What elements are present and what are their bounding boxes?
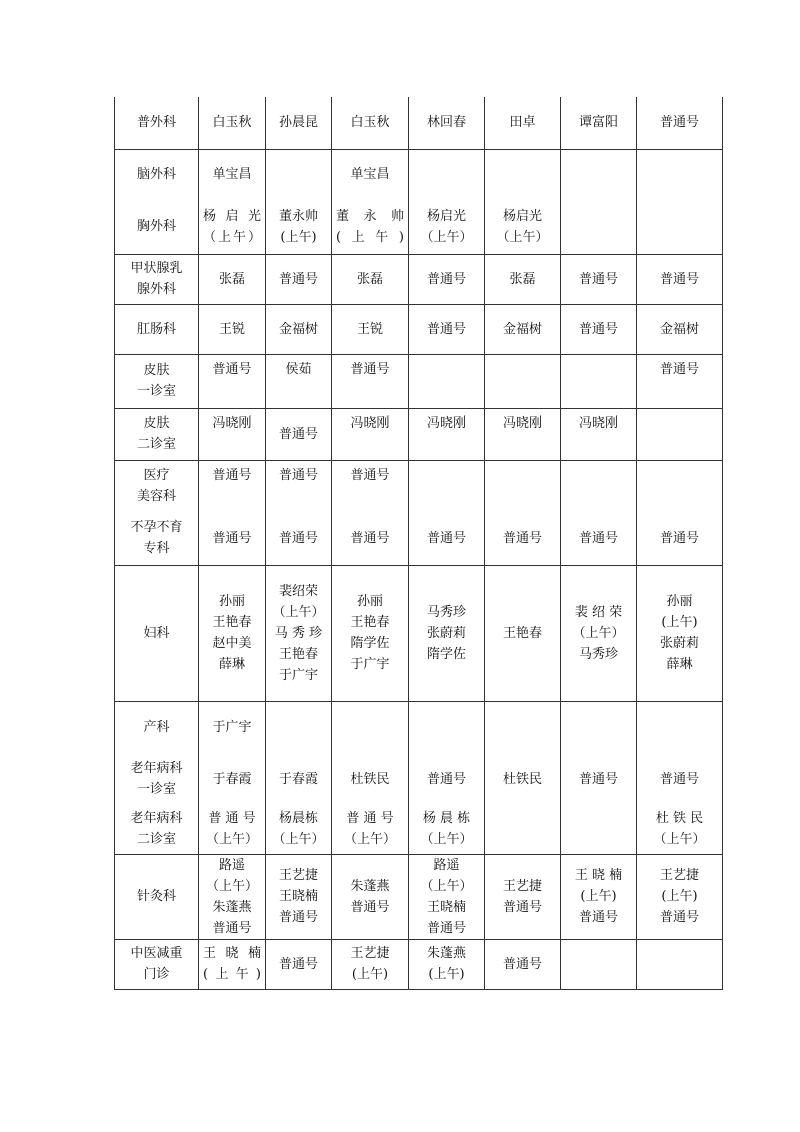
doctor-entry: 裴绍荣	[278, 583, 318, 599]
doctor-entry: （上午）	[272, 604, 325, 620]
doctor-entry: （上午）	[420, 832, 473, 848]
schedule-row	[115, 254, 723, 304]
doctor-entry: 冯晓刚	[212, 415, 252, 431]
doctor-cell	[409, 565, 485, 701]
doctor-cell	[199, 304, 266, 354]
doctor-entry: 杨晨栋	[278, 811, 318, 827]
doctor-entry: 孙晨昆	[278, 115, 318, 131]
doctor-entry: 杨 晨 栋	[422, 811, 471, 827]
doctor-entry: （上午）	[572, 625, 625, 641]
doctor-entry: 单宝昌	[212, 167, 252, 183]
doctor-cell	[637, 408, 723, 460]
doctor-entry: 白玉秋	[350, 115, 390, 131]
department-cell	[115, 805, 199, 854]
doctor-cell	[561, 701, 637, 753]
doctor-entry: 董永帅	[278, 208, 318, 224]
doctor-cell	[409, 149, 485, 200]
schedule-row	[115, 200, 723, 254]
doctor-entry: （上午）	[203, 229, 261, 245]
doctor-entry: 普通号	[659, 361, 699, 377]
doctor-cell	[561, 753, 637, 805]
doctor-entry: 路遥	[433, 857, 460, 873]
doctor-entry: (上午)	[336, 229, 404, 245]
department-cell	[115, 565, 199, 701]
doctor-cell	[561, 854, 637, 939]
department-name: 脑外科	[136, 167, 176, 183]
doctor-cell	[485, 304, 561, 354]
doctor-cell	[485, 854, 561, 939]
doctor-entry: 单宝昌	[350, 167, 390, 183]
doctor-entry: 冯晓刚	[426, 415, 466, 431]
department-cell	[115, 200, 199, 254]
doctor-cell	[637, 805, 723, 854]
doctor-cell	[199, 149, 266, 200]
doctor-cell	[485, 512, 561, 565]
doctor-cell	[409, 512, 485, 565]
clinic-schedule-table	[114, 97, 723, 990]
department-name: 美容科	[136, 489, 176, 505]
doctor-cell	[561, 565, 637, 701]
schedule-row	[115, 512, 723, 565]
department-name: 针灸科	[136, 889, 176, 904]
doctor-entry: 普通号	[659, 115, 699, 131]
doctor-entry: 普 通 号	[346, 811, 394, 827]
doctor-entry: 普通号	[350, 467, 390, 483]
doctor-cell	[266, 565, 332, 701]
doctor-entry: 薛琳	[666, 657, 693, 672]
doctor-entry: (上午)	[351, 967, 389, 982]
doctor-cell	[199, 753, 266, 805]
department-name: 中医减重	[130, 946, 183, 961]
doctor-cell	[409, 408, 485, 460]
doctor-cell	[199, 939, 266, 989]
doctor-entry: 于广宇	[278, 667, 318, 683]
doctor-cell	[485, 460, 561, 512]
doctor-entry: 赵中美	[212, 636, 252, 651]
doctor-entry: 普通号	[426, 271, 466, 287]
doctor-cell	[485, 149, 561, 200]
doctor-entry: 裴 绍 荣	[574, 604, 623, 620]
doctor-entry: 王艳春	[502, 625, 542, 641]
doctor-cell	[199, 701, 266, 753]
doctor-entry: 普通号	[502, 530, 542, 546]
doctor-entry: 普通号	[578, 910, 618, 925]
doctor-cell	[409, 254, 485, 304]
department-name: 产科	[143, 719, 170, 735]
doctor-entry: 朱蓬燕	[350, 878, 390, 894]
doctor-cell	[561, 304, 637, 354]
doctor-entry: 普通号	[502, 956, 542, 972]
department-name: 妇科	[143, 625, 170, 641]
doctor-entry: 于春霞	[278, 771, 318, 787]
doctor-entry: 于春霞	[212, 771, 252, 787]
department-cell	[115, 97, 199, 149]
doctor-cell	[332, 460, 409, 512]
doctor-entry: 普通号	[578, 530, 618, 546]
department-cell	[115, 149, 199, 200]
doctor-cell	[199, 565, 266, 701]
doctor-cell	[332, 805, 409, 854]
doctor-cell	[266, 512, 332, 565]
doctor-cell	[332, 854, 409, 939]
doctor-entry: 金福树	[278, 321, 318, 337]
schedule-row	[115, 304, 723, 354]
doctor-entry: 王艺捷	[278, 868, 318, 883]
doctor-cell	[199, 97, 266, 149]
department-name: 老年病科	[130, 811, 183, 827]
schedule-row	[115, 753, 723, 805]
doctor-entry: 普通号	[659, 271, 699, 287]
doctor-entry: 普通号	[212, 920, 252, 936]
doctor-entry: 王晓楠	[278, 889, 318, 904]
schedule-row	[115, 97, 723, 149]
schedule-row	[115, 460, 723, 512]
doctor-entry: （上午）	[205, 832, 258, 848]
department-name: 二诊室	[136, 437, 176, 452]
doctor-entry: (上午)	[661, 889, 698, 904]
doctor-entry: 王艺捷	[502, 878, 542, 894]
doctor-entry: 普通号	[659, 530, 699, 546]
doctor-entry: 冯晓刚	[502, 415, 542, 431]
doctor-entry: 普通号	[426, 321, 466, 337]
doctor-entry: 侯茹	[285, 361, 312, 377]
doctor-entry: 董 永 帅	[336, 208, 404, 224]
doctor-cell	[637, 254, 723, 304]
schedule-row	[115, 805, 723, 854]
doctor-entry: 普通号	[578, 771, 618, 787]
schedule-row	[115, 565, 723, 701]
department-cell	[115, 753, 199, 805]
doctor-entry: (上午)	[661, 615, 698, 630]
doctor-entry: (上午)	[428, 967, 465, 982]
doctor-entry: 马秀珍	[578, 646, 618, 662]
doctor-cell	[561, 512, 637, 565]
department-cell	[115, 460, 199, 512]
doctor-cell	[485, 805, 561, 854]
doctor-entry: (上午)	[203, 967, 261, 982]
doctor-entry: 普通号	[350, 899, 390, 915]
doctor-entry: 张蔚莉	[659, 636, 699, 651]
doctor-cell	[409, 200, 485, 254]
doctor-cell	[637, 460, 723, 512]
doctor-entry: 王艳春	[350, 615, 390, 630]
doctor-cell	[266, 701, 332, 753]
department-cell	[115, 254, 199, 304]
doctor-entry: 王锐	[356, 321, 383, 337]
doctor-cell	[266, 408, 332, 460]
schedule-row	[115, 149, 723, 200]
doctor-cell	[485, 254, 561, 304]
doctor-cell	[332, 939, 409, 989]
doctor-entry: 王艳春	[212, 615, 252, 630]
doctor-entry: 冯晓刚	[578, 415, 618, 431]
doctor-entry: 普通号	[278, 530, 318, 546]
doctor-entry: （上午）	[496, 229, 549, 245]
doctor-entry: 普通号	[350, 530, 390, 546]
doctor-entry: 普通号	[578, 321, 618, 337]
doctor-entry: 普通号	[659, 910, 699, 925]
doctor-cell	[332, 304, 409, 354]
doctor-cell	[332, 149, 409, 200]
doctor-entry: 普通号	[659, 771, 699, 787]
doctor-cell	[266, 805, 332, 854]
department-cell	[115, 354, 199, 408]
doctor-entry: 于广宇	[212, 719, 252, 735]
department-name: 一诊室	[136, 384, 176, 399]
doctor-cell	[485, 753, 561, 805]
doctor-entry: 普通号	[350, 361, 390, 377]
doctor-cell	[199, 354, 266, 408]
doctor-cell	[637, 354, 723, 408]
schedule-row	[115, 354, 723, 408]
doctor-cell	[485, 354, 561, 408]
doctor-cell	[561, 805, 637, 854]
doctor-entry: 张磊	[509, 271, 536, 287]
doctor-entry: 王艺捷	[659, 868, 699, 883]
doctor-cell	[266, 97, 332, 149]
doctor-entry: 白玉秋	[212, 115, 252, 131]
doctor-cell	[561, 354, 637, 408]
department-cell	[115, 512, 199, 565]
doctor-entry: 马 秀 珍	[274, 625, 323, 641]
department-name: 门诊	[143, 967, 170, 982]
doctor-entry: 金福树	[502, 321, 542, 337]
doctor-entry: 张蔚莉	[426, 625, 466, 641]
doctor-cell	[637, 512, 723, 565]
department-cell	[115, 854, 199, 939]
department-name: 皮肤	[143, 416, 170, 431]
doctor-cell	[409, 854, 485, 939]
department-name: 老年病科	[130, 761, 183, 776]
doctor-entry: （上午）	[420, 878, 473, 894]
doctor-entry: 普通号	[212, 467, 252, 483]
doctor-entry: 杜铁民	[350, 771, 390, 787]
doctor-entry: 普通号	[578, 271, 618, 287]
doctor-entry: 普通号	[502, 899, 542, 915]
doctor-cell	[266, 254, 332, 304]
doctor-entry: 杜 铁 民	[655, 811, 704, 827]
doctor-cell	[637, 200, 723, 254]
department-name: 二诊室	[136, 832, 176, 848]
schedule-row	[115, 701, 723, 753]
doctor-cell	[637, 939, 723, 989]
doctor-entry: (上午)	[280, 229, 317, 245]
doctor-entry: 普通号	[278, 271, 318, 287]
doctor-cell	[409, 701, 485, 753]
doctor-cell	[266, 753, 332, 805]
doctor-cell	[332, 753, 409, 805]
doctor-cell	[266, 460, 332, 512]
doctor-cell	[637, 304, 723, 354]
doctor-entry: （上午）	[343, 832, 396, 848]
department-name: 甲状腺乳	[130, 261, 183, 276]
doctor-cell	[637, 701, 723, 753]
doctor-cell	[266, 200, 332, 254]
doctor-cell	[561, 460, 637, 512]
doctor-entry: 杨 启 光	[203, 208, 261, 224]
doctor-entry: 朱蓬燕	[212, 899, 252, 915]
doctor-entry: 王晓楠	[426, 899, 466, 915]
doctor-cell	[332, 254, 409, 304]
doctor-cell	[332, 565, 409, 701]
schedule-row	[115, 939, 723, 989]
doctor-cell	[561, 149, 637, 200]
doctor-entry: （上午）	[205, 878, 258, 894]
doctor-cell	[199, 200, 266, 254]
department-name: 不孕不育	[130, 520, 183, 536]
doctor-entry: 林回春	[426, 115, 466, 131]
department-name: 皮肤	[143, 363, 170, 378]
doctor-entry: 隋学佐	[426, 646, 466, 662]
doctor-cell	[561, 408, 637, 460]
doctor-entry: 王锐	[218, 321, 245, 337]
doctor-entry: 王 晓 楠	[203, 946, 261, 961]
doctor-entry: (上午)	[580, 889, 617, 904]
doctor-cell	[199, 805, 266, 854]
doctor-cell	[332, 408, 409, 460]
doctor-entry: 普通号	[426, 530, 466, 546]
doctor-cell	[199, 254, 266, 304]
doctor-cell	[199, 512, 266, 565]
doctor-cell	[332, 701, 409, 753]
doctor-cell	[409, 939, 485, 989]
doctor-entry: 张磊	[218, 271, 245, 287]
doctor-entry: 杜铁民	[502, 771, 542, 787]
department-name: 胸外科	[136, 219, 176, 235]
doctor-entry: （上午）	[272, 832, 325, 848]
doctor-entry: 王艺捷	[350, 946, 390, 961]
doctor-cell	[332, 97, 409, 149]
doctor-cell	[199, 460, 266, 512]
department-cell	[115, 304, 199, 354]
doctor-entry: 薛琳	[218, 657, 245, 672]
doctor-entry: 普 通 号	[208, 811, 256, 827]
doctor-entry: 普通号	[426, 920, 466, 936]
doctor-cell	[485, 97, 561, 149]
doctor-cell	[485, 565, 561, 701]
doctor-cell	[409, 97, 485, 149]
schedule-row	[115, 854, 723, 939]
doctor-entry: 王艳春	[278, 646, 318, 662]
department-name: 普外科	[136, 115, 176, 131]
doctor-entry: 杨启光	[502, 208, 542, 224]
department-name: 腺外科	[136, 282, 176, 297]
doctor-cell	[332, 354, 409, 408]
doctor-cell	[561, 254, 637, 304]
doctor-entry: 马秀珍	[426, 604, 466, 620]
department-name: 专科	[143, 541, 170, 557]
department-cell	[115, 701, 199, 753]
doctor-cell	[199, 854, 266, 939]
doctor-cell	[409, 805, 485, 854]
doctor-cell	[332, 200, 409, 254]
doctor-cell	[485, 939, 561, 989]
doctor-entry: 杨启光	[426, 208, 466, 224]
doctor-cell	[409, 753, 485, 805]
doctor-entry: 孙丽	[666, 594, 693, 609]
doctor-cell	[266, 354, 332, 408]
department-name: 医疗	[143, 468, 170, 484]
doctor-cell	[637, 149, 723, 200]
doctor-cell	[561, 97, 637, 149]
doctor-entry: 于广宇	[350, 657, 390, 672]
doctor-entry: 孙丽	[218, 594, 245, 609]
doctor-cell	[266, 854, 332, 939]
doctor-entry: 田卓	[509, 115, 536, 131]
department-name: 肛肠科	[136, 321, 176, 337]
doctor-cell	[637, 854, 723, 939]
department-cell	[115, 939, 199, 989]
doctor-entry: 王 晓 楠	[574, 868, 623, 883]
department-cell	[115, 408, 199, 460]
doctor-entry: 普通号	[278, 910, 318, 925]
doctor-cell	[485, 408, 561, 460]
doctor-entry: 普通号	[212, 530, 252, 546]
doctor-entry: 路遥	[218, 857, 245, 873]
doctor-cell	[409, 304, 485, 354]
doctor-cell	[637, 753, 723, 805]
doctor-cell	[409, 460, 485, 512]
doctor-entry: 朱蓬燕	[426, 946, 466, 961]
doctor-cell	[266, 939, 332, 989]
doctor-entry: 普通号	[278, 426, 318, 442]
doctor-cell	[485, 701, 561, 753]
doctor-entry: （上午）	[653, 832, 706, 848]
doctor-entry: 隋学佐	[350, 636, 390, 651]
doctor-cell	[637, 565, 723, 701]
doctor-entry: 普通号	[212, 361, 252, 377]
doctor-cell	[266, 149, 332, 200]
doctor-cell	[199, 408, 266, 460]
doctor-cell	[561, 939, 637, 989]
doctor-entry: 冯晓刚	[350, 415, 390, 431]
schedule-row	[115, 408, 723, 460]
doctor-cell	[409, 354, 485, 408]
doctor-cell	[266, 304, 332, 354]
doctor-entry: 孙丽	[356, 594, 383, 609]
doctor-entry: 金福树	[659, 321, 699, 337]
department-name: 一诊室	[136, 782, 176, 797]
doctor-entry: （上午）	[420, 229, 473, 245]
doctor-cell	[637, 97, 723, 149]
doctor-cell	[561, 200, 637, 254]
doctor-entry: 普通号	[278, 956, 318, 972]
doctor-entry: 普通号	[426, 771, 466, 787]
doctor-entry: 普通号	[278, 467, 318, 483]
doctor-entry: 张磊	[356, 271, 383, 287]
doctor-entry: 谭富阳	[578, 115, 618, 131]
doctor-cell	[485, 200, 561, 254]
doctor-cell	[332, 512, 409, 565]
